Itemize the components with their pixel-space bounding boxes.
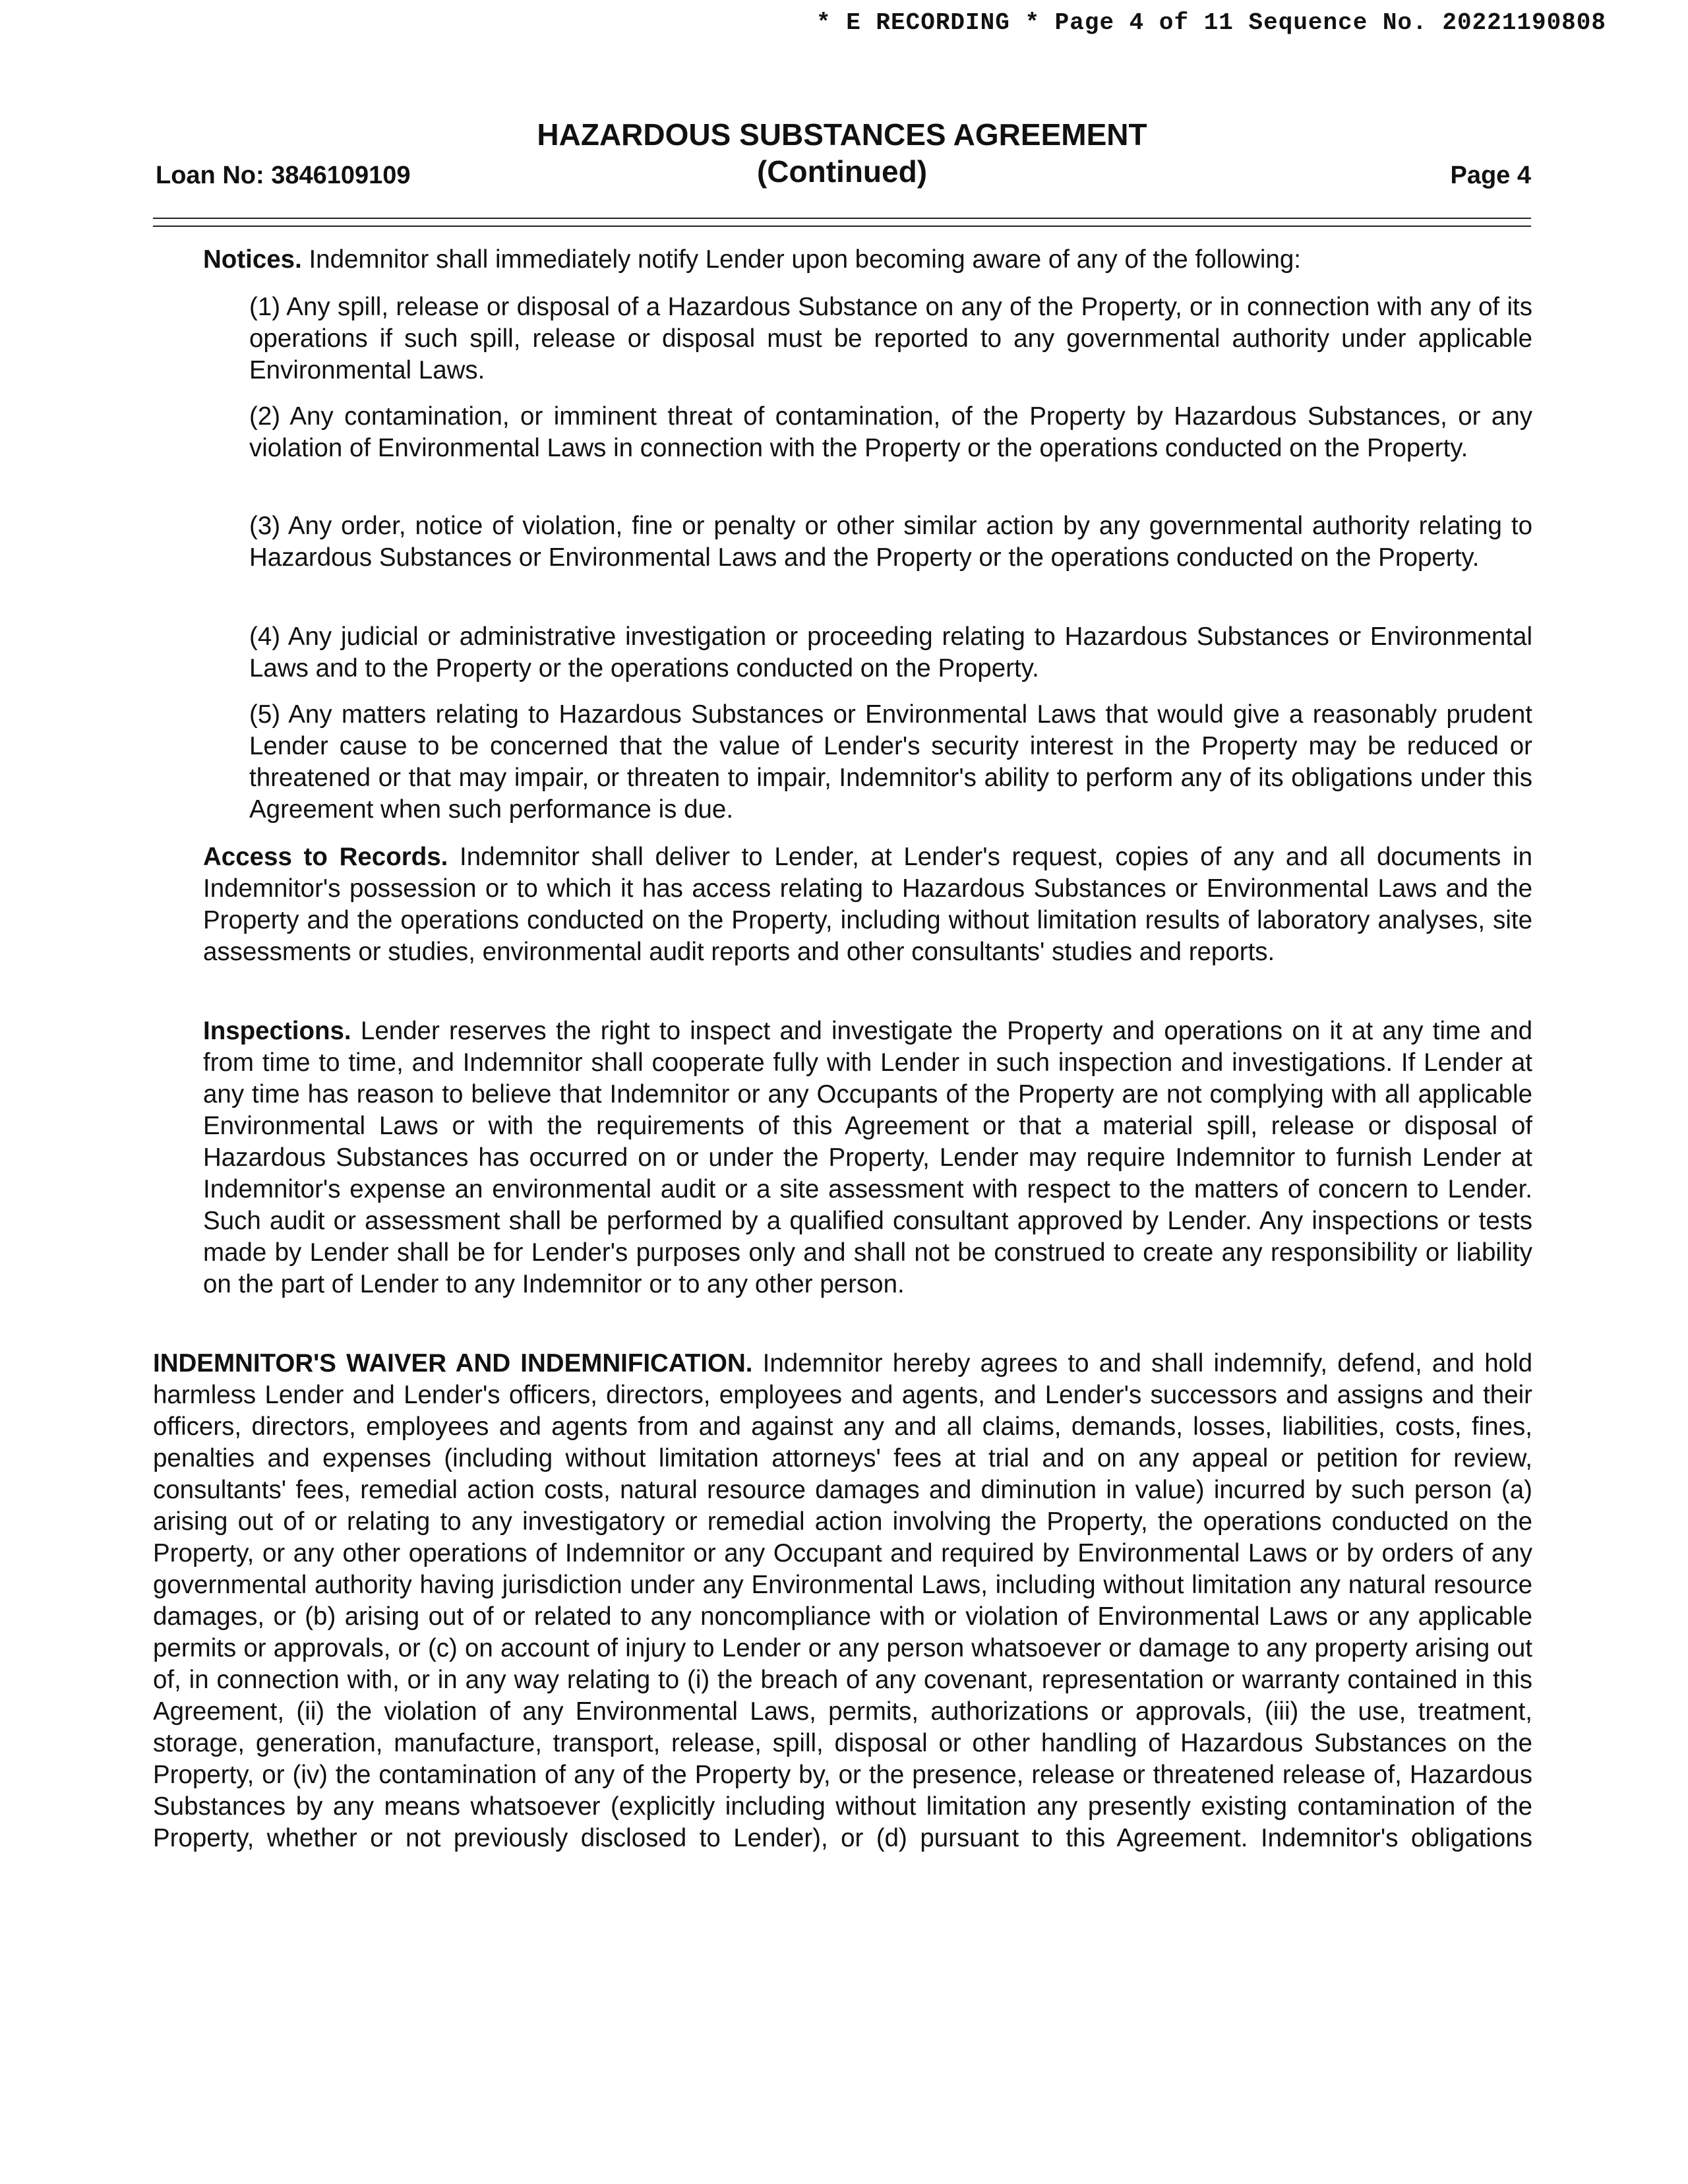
- access-to-records-paragraph: [203, 841, 1532, 968]
- notice-item-4: (4) Any judicial or administrative investigation or proceeding relating to Hazardous Substances or Environmental Laws and to the Property or the operations conducted on the Property.: [249, 622, 1532, 682]
- notice-item-2: (2) Any contamination, or imminent threat of contamination, of the Property by Hazardous Substances, or any violation of Environmental Laws in connection with the Property or the operations conducted on the Property.: [249, 402, 1532, 462]
- recording-stamp: * E RECORDING * Page 4 of 11 Sequence No. 20221190808: [816, 9, 1606, 36]
- notice-item-5: (5) Any matters relating to Hazardous Substances or Environmental Laws that would give a reasonably prudent Lender cause to be concerned that the value of Lender's security interest in the Property may be reduced or threatened or that may impair, or threaten to impair, Indemnitor's ability to perform any of its obligations under this Agreement when such performance is due.: [249, 700, 1532, 824]
- inspections-paragraph: [203, 1016, 1532, 1300]
- waiver-heading: INDEMNITOR'S WAIVER AND INDEMNIFICATION.: [153, 1349, 753, 1378]
- inspections-text: Lender reserves the right to inspect and investigate the Property and operations on it at any time and from time to time, and Indemnitor shall cooperate fully with Lender in such inspection and investigations. If Lender at any time has reason to believe that Indemnitor or any Occupants of the Property are not complying with all applicable Environmental Laws or with the requirements of this Agreement or that a material spill, release or disposal of Hazardous Substances has occurred on or under the Property, Lender may require Indemnitor to furnish Lender at Indemnitor's expense an environmental audit or a site assessment with respect to the matters of concern to Lender. Such audit or assessment shall be performed by a qualified consultant approved by Lender. Any inspections or tests made by Lender shall be for Lender's purposes only and shall not be construed to create any responsibility or liability on the part of Lender to any Indemnitor or to any other person.: [203, 1017, 1532, 1298]
- notices-paragraph: [203, 244, 1532, 276]
- waiver-text: Indemnitor hereby agrees to and shall indemnify, defend, and hold harmless Lender and Lender's officers, directors, employees and agents, and Lender's successors and assigns and their officers, directors, employees and agents from and against any and all claims, demands, losses, liabilities, costs, fines, penalties and expenses (including without limitation attorneys' fees at trial and on any appeal or petition for review, consultants' fees, remedial action costs, natural resource damages and diminution in value) incurred by such person (a) arising out of or relating to any investigatory or remedial action involving the Property, the operations conducted on the Property, or any other operations of Indemnitor or any Occupant and required by Environmental Laws or by orders of any governmental authority having jurisdiction under any Environmental Laws, including without limitation any natural resource damages, or (b) arising out of or related to any noncompliance with or violation of Environmental Laws or any applicable permits or approvals, or (c) on account of injury to Lender or any person whatsoever or damage to any property arising out of, in connection with, or in any way relating to (i) the breach of any covenant, representation or warranty contained in this Agreement, (ii) the violation of any Environmental Laws, permits, authorizations or approvals, (iii) the use, treatment, storage, generation, manufacture, transport, release, spill, disposal or other handling of Hazardous Substances on the Property, or (iv) the contamination of any of the Property by, or the presence, release or threatened release of, Hazardous Substances by any means whatsoever (explicitly including without limitation any presently existing contamination of the Property, whether or not previously disclosed to Lender), or (d) pursuant to this Agreement. Indemnitor's obligations: [153, 1349, 1532, 1852]
- notice-item-1: (1) Any spill, release or disposal of a Hazardous Substance on any of the Property, or in connection with any of its operations if such spill, release or disposal must be reported to any governmental authority under applicable Environmental Laws.: [249, 293, 1532, 384]
- loan-number: Loan No: 3846109109: [156, 162, 411, 189]
- document-header: [153, 116, 1531, 195]
- page-number: Page 4: [1450, 162, 1531, 189]
- notices-intro: Indemnitor shall immediately notify Lender upon becoming aware of any of the following:: [309, 245, 1301, 274]
- access-text: Indemnitor shall deliver to Lender, at Lender's request, copies of any and all documents in Indemnitor's possession or to which it has access relating to Hazardous Substances or Environmental Laws and the Property and the operations conducted on the Property, including without limitation results of laboratory analyses, site assessments or studies, environmental audit reports and other consultants' studies and reports.: [203, 843, 1532, 966]
- header-divider-top: [153, 218, 1531, 219]
- document-subtitle: (Continued): [756, 154, 928, 189]
- header-divider-bottom: [153, 226, 1531, 227]
- notice-item-3: (3) Any order, notice of violation, fine or penalty or other similar action by any governmental authority relating to Hazardous Substances or Environmental Laws and the Property or the operations conducted on the Property.: [249, 512, 1532, 572]
- document-title: HAZARDOUS SUBSTANCES AGREEMENT: [537, 117, 1147, 152]
- notices-heading: Notices.: [203, 245, 302, 274]
- inspections-heading: Inspections.: [203, 1017, 351, 1045]
- access-heading: Access to Records.: [203, 843, 448, 871]
- waiver-paragraph: [153, 1348, 1532, 1854]
